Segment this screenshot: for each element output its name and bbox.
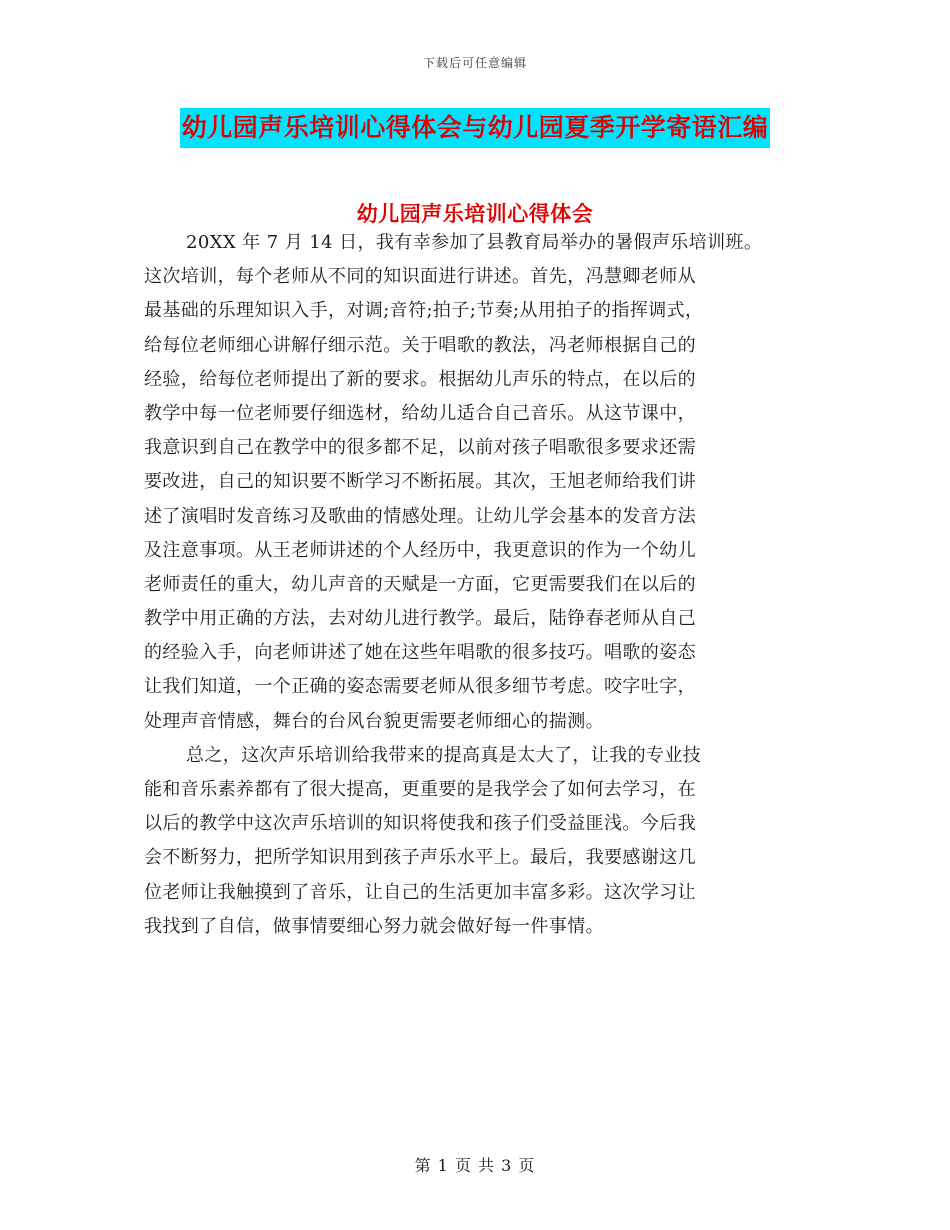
paragraph-1-line-13: 的经验入手，向老师讲述了她在这些年唱歌的很多技巧。唱歌的姿态: [144, 642, 696, 664]
paragraph-2-line-4: 会不断努力，把所学知识用到孩子声乐水平上。最后，我要感谢这几: [144, 847, 696, 869]
paragraph-2-line-1: 总之，这次声乐培训给我带来的提高真是太大了，让我的专业技: [186, 744, 702, 766]
paragraph-1-line-15: 处理声音情感，舞台的台风台貌更需要老师细心的揣测。: [144, 710, 604, 732]
paragraph-1-line-6: 教学中每一位老师要仔细选材，给幼儿适合自己音乐。从这节课中，: [144, 402, 696, 424]
paragraph-2-line-6: 我找到了自信，做事情要细心努力就会做好每一件事情。: [144, 915, 604, 937]
paragraph-2-line-5: 位老师让我触摸到了音乐，让自己的生活更加丰富多彩。这次学习让: [144, 881, 696, 903]
paragraph-2-line-3: 以后的教学中这次声乐培训的知识将使我和孩子们受益匪浅。今后我: [144, 813, 696, 835]
paragraph-1-line-1: 20XX 年 7 月 14 日，我有幸参加了县教育局举办的暑假声乐培训班。: [186, 232, 763, 253]
paragraph-1-line-8: 要改进，自己的知识要不断学习不断拓展。其次，王旭老师给我们讲: [144, 471, 696, 493]
paragraph-1-line-4: 给每位老师细心讲解仔细示范。关于唱歌的教法，冯老师根据自己的: [144, 334, 696, 356]
paragraph-1-line-7: 我意识到自己在教学中的很多都不足，以前对孩子唱歌很多要求还需: [144, 437, 696, 459]
paragraph-1-line-9: 述了演唱时发音练习及歌曲的情感处理。让幼儿学会基本的发音方法: [144, 505, 696, 527]
document-title: 幼儿园声乐培训心得体会与幼儿园夏季开学寄语汇编: [180, 108, 771, 148]
paragraph-1-line-2: 这次培训，每个老师从不同的知识面进行讲述。首先，冯慧卿老师从: [144, 266, 696, 288]
paragraph-2-line-2: 能和音乐素养都有了很大提高，更重要的是我学会了如何去学习，在: [144, 779, 696, 800]
paragraph-1-line-5: 经验，给每位老师提出了新的要求。根据幼儿声乐的特点，在以后的: [144, 368, 696, 390]
paragraph-1-line-10: 及注意事项。从王老师讲述的个人经历中，我更意识的作为一个幼儿: [144, 539, 696, 561]
document-title-container: [0, 108, 950, 148]
paragraph-1-line-14: 让我们知道，一个正确的姿态需要老师从很多细节考虑。咬字吐字，: [144, 676, 696, 698]
paragraph-1-line-3: 最基础的乐理知识入手，对调;音符;拍子;节奏;从用拍子的指挥调式，: [144, 300, 704, 322]
body-text: [144, 226, 804, 944]
page-footer: 第 1 页 共 3 页: [414, 1156, 536, 1175]
header-note: 下载后可任意编辑: [422, 56, 527, 70]
paragraph-1-line-11: 老师责任的重大，幼儿声音的天赋是一方面，它更需要我们在以后的: [144, 573, 696, 595]
section-title: 幼儿园声乐培训心得体会: [356, 202, 594, 226]
paragraph-1-line-12: 教学中用正确的方法，去对幼儿进行教学。最后，陆铮春老师从自己: [144, 608, 696, 630]
